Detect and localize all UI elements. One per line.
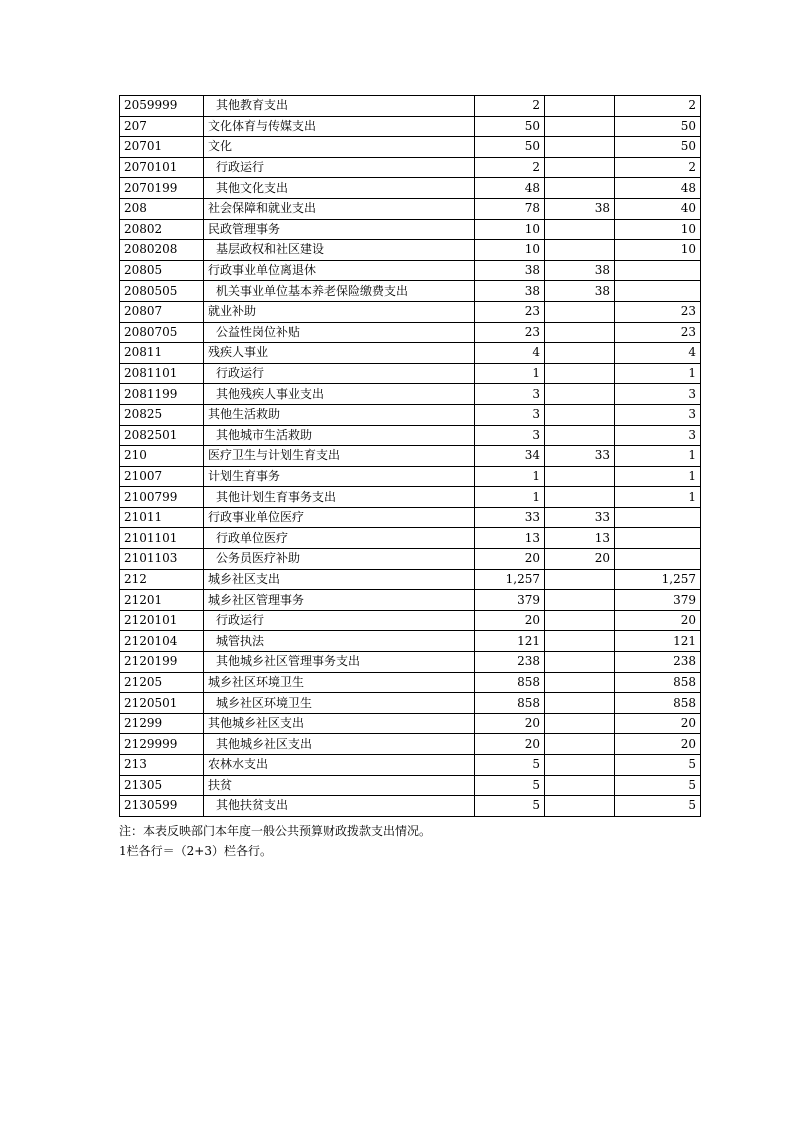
cell-total: 3 xyxy=(475,384,545,405)
cell-basic xyxy=(545,240,615,261)
cell-project: 858 xyxy=(615,693,701,714)
cell-basic xyxy=(545,713,615,734)
cell-name: 城乡社区环境卫生 xyxy=(204,672,475,693)
cell-code: 2120199 xyxy=(120,652,204,673)
cell-basic xyxy=(545,301,615,322)
cell-basic xyxy=(545,157,615,178)
table-row xyxy=(120,322,701,343)
cell-code: 2080208 xyxy=(120,240,204,261)
cell-code: 2070101 xyxy=(120,157,204,178)
cell-code: 20807 xyxy=(120,301,204,322)
cell-basic: 13 xyxy=(545,528,615,549)
cell-basic xyxy=(545,137,615,158)
table-row xyxy=(120,487,701,508)
cell-total: 13 xyxy=(475,528,545,549)
cell-total: 48 xyxy=(475,178,545,199)
cell-project: 3 xyxy=(615,425,701,446)
cell-basic xyxy=(545,219,615,240)
cell-project: 1,257 xyxy=(615,569,701,590)
cell-basic: 38 xyxy=(545,198,615,219)
cell-code: 2130599 xyxy=(120,796,204,817)
cell-code: 2100799 xyxy=(120,487,204,508)
cell-name: 文化体育与传媒支出 xyxy=(204,116,475,137)
table-row xyxy=(120,384,701,405)
cell-total: 3 xyxy=(475,404,545,425)
cell-name: 城乡社区管理事务 xyxy=(204,590,475,611)
cell-basic xyxy=(545,425,615,446)
table-row xyxy=(120,404,701,425)
cell-project: 5 xyxy=(615,796,701,817)
cell-project: 858 xyxy=(615,672,701,693)
cell-basic xyxy=(545,693,615,714)
cell-total: 1 xyxy=(475,487,545,508)
cell-total: 379 xyxy=(475,590,545,611)
cell-basic xyxy=(545,775,615,796)
cell-name: 城管执法 xyxy=(204,631,475,652)
table-row xyxy=(120,755,701,776)
cell-total: 20 xyxy=(475,713,545,734)
cell-project: 238 xyxy=(615,652,701,673)
cell-name: 民政管理事务 xyxy=(204,219,475,240)
cell-name: 残疾人事业 xyxy=(204,343,475,364)
cell-total: 50 xyxy=(475,137,545,158)
cell-code: 208 xyxy=(120,198,204,219)
cell-name: 其他文化支出 xyxy=(204,178,475,199)
table-row xyxy=(120,775,701,796)
cell-code: 2080705 xyxy=(120,322,204,343)
cell-name: 文化 xyxy=(204,137,475,158)
cell-project: 4 xyxy=(615,343,701,364)
table-row xyxy=(120,466,701,487)
table-row xyxy=(120,796,701,817)
cell-name: 公益性岗位补贴 xyxy=(204,322,475,343)
cell-basic: 33 xyxy=(545,446,615,467)
table-row xyxy=(120,198,701,219)
cell-name: 行政运行 xyxy=(204,157,475,178)
table-row xyxy=(120,157,701,178)
cell-name: 扶贫 xyxy=(204,775,475,796)
cell-code: 2070199 xyxy=(120,178,204,199)
table-row xyxy=(120,734,701,755)
cell-basic xyxy=(545,672,615,693)
table-row xyxy=(120,693,701,714)
cell-name: 公务员医疗补助 xyxy=(204,549,475,570)
cell-basic xyxy=(545,590,615,611)
table-row xyxy=(120,240,701,261)
cell-total: 23 xyxy=(475,322,545,343)
cell-project: 40 xyxy=(615,198,701,219)
cell-total: 2 xyxy=(475,96,545,117)
table-row xyxy=(120,281,701,302)
cell-code: 20802 xyxy=(120,219,204,240)
cell-name: 城乡社区环境卫生 xyxy=(204,693,475,714)
table-row xyxy=(120,652,701,673)
cell-name: 就业补助 xyxy=(204,301,475,322)
cell-basic xyxy=(545,343,615,364)
cell-project: 3 xyxy=(615,404,701,425)
cell-code: 21205 xyxy=(120,672,204,693)
cell-code: 2081199 xyxy=(120,384,204,405)
table-row xyxy=(120,549,701,570)
cell-name: 农林水支出 xyxy=(204,755,475,776)
cell-code: 2080505 xyxy=(120,281,204,302)
table-row xyxy=(120,301,701,322)
cell-name: 其他残疾人事业支出 xyxy=(204,384,475,405)
cell-name: 其他生活救助 xyxy=(204,404,475,425)
cell-code: 2129999 xyxy=(120,734,204,755)
cell-code: 2120501 xyxy=(120,693,204,714)
cell-total: 5 xyxy=(475,796,545,817)
cell-name: 其他计划生育事务支出 xyxy=(204,487,475,508)
cell-code: 20811 xyxy=(120,343,204,364)
cell-basic xyxy=(545,734,615,755)
table-row xyxy=(120,590,701,611)
cell-basic xyxy=(545,96,615,117)
note-line-1: 注：本表反映部门本年度一般公共预算财政拨款支出情况。 xyxy=(119,824,432,838)
cell-name: 基层政权和社区建设 xyxy=(204,240,475,261)
cell-total: 1 xyxy=(475,363,545,384)
cell-code: 2101103 xyxy=(120,549,204,570)
table-row xyxy=(120,631,701,652)
cell-total: 5 xyxy=(475,755,545,776)
cell-name: 行政事业单位离退休 xyxy=(204,260,475,281)
cell-project xyxy=(615,281,701,302)
cell-name: 行政事业单位医疗 xyxy=(204,507,475,528)
cell-project: 2 xyxy=(615,96,701,117)
table-row xyxy=(120,116,701,137)
cell-basic xyxy=(545,755,615,776)
cell-total: 38 xyxy=(475,260,545,281)
table-notes xyxy=(119,821,431,861)
cell-basic xyxy=(545,631,615,652)
cell-project xyxy=(615,528,701,549)
cell-total: 78 xyxy=(475,198,545,219)
cell-code: 2059999 xyxy=(120,96,204,117)
cell-code: 20701 xyxy=(120,137,204,158)
cell-project: 1 xyxy=(615,466,701,487)
cell-name: 医疗卫生与计划生育支出 xyxy=(204,446,475,467)
cell-basic xyxy=(545,652,615,673)
cell-total: 50 xyxy=(475,116,545,137)
cell-code: 21007 xyxy=(120,466,204,487)
cell-basic xyxy=(545,384,615,405)
cell-basic xyxy=(545,116,615,137)
cell-project: 1 xyxy=(615,487,701,508)
table-row xyxy=(120,363,701,384)
cell-basic xyxy=(545,178,615,199)
cell-total: 858 xyxy=(475,672,545,693)
cell-project: 20 xyxy=(615,713,701,734)
cell-basic: 38 xyxy=(545,281,615,302)
cell-basic xyxy=(545,610,615,631)
cell-basic xyxy=(545,487,615,508)
table-row xyxy=(120,569,701,590)
cell-code: 210 xyxy=(120,446,204,467)
table-row xyxy=(120,528,701,549)
cell-code: 2081101 xyxy=(120,363,204,384)
cell-name: 其他教育支出 xyxy=(204,96,475,117)
cell-code: 212 xyxy=(120,569,204,590)
cell-name: 行政单位医疗 xyxy=(204,528,475,549)
table-row xyxy=(120,343,701,364)
cell-total: 2 xyxy=(475,157,545,178)
cell-total: 3 xyxy=(475,425,545,446)
cell-code: 21305 xyxy=(120,775,204,796)
table-row xyxy=(120,260,701,281)
cell-name: 其他城乡社区支出 xyxy=(204,734,475,755)
cell-total: 121 xyxy=(475,631,545,652)
cell-basic xyxy=(545,796,615,817)
cell-project: 23 xyxy=(615,301,701,322)
cell-project: 23 xyxy=(615,322,701,343)
cell-name: 其他城乡社区管理事务支出 xyxy=(204,652,475,673)
cell-code: 2082501 xyxy=(120,425,204,446)
cell-project: 121 xyxy=(615,631,701,652)
cell-project: 2 xyxy=(615,157,701,178)
cell-name: 行政运行 xyxy=(204,610,475,631)
cell-total: 10 xyxy=(475,240,545,261)
cell-code: 207 xyxy=(120,116,204,137)
table-row xyxy=(120,137,701,158)
table-body xyxy=(120,96,701,817)
note-line-2: 1栏各行＝（2+3）栏各行。 xyxy=(119,844,272,858)
cell-project: 3 xyxy=(615,384,701,405)
cell-total: 20 xyxy=(475,610,545,631)
cell-name: 其他城乡社区支出 xyxy=(204,713,475,734)
cell-basic xyxy=(545,569,615,590)
cell-project: 10 xyxy=(615,240,701,261)
cell-project: 20 xyxy=(615,610,701,631)
cell-basic xyxy=(545,363,615,384)
table-row xyxy=(120,507,701,528)
cell-project xyxy=(615,549,701,570)
cell-code: 2101101 xyxy=(120,528,204,549)
cell-basic: 38 xyxy=(545,260,615,281)
expenditure-table xyxy=(119,95,701,817)
cell-project: 50 xyxy=(615,116,701,137)
cell-total: 4 xyxy=(475,343,545,364)
cell-name: 其他扶贫支出 xyxy=(204,796,475,817)
cell-project xyxy=(615,507,701,528)
cell-name: 其他城市生活救助 xyxy=(204,425,475,446)
cell-basic xyxy=(545,322,615,343)
cell-total: 5 xyxy=(475,775,545,796)
cell-project: 1 xyxy=(615,363,701,384)
cell-name: 机关事业单位基本养老保险缴费支出 xyxy=(204,281,475,302)
table-row xyxy=(120,610,701,631)
cell-code: 21011 xyxy=(120,507,204,528)
cell-total: 38 xyxy=(475,281,545,302)
cell-project: 50 xyxy=(615,137,701,158)
cell-basic: 33 xyxy=(545,507,615,528)
cell-total: 238 xyxy=(475,652,545,673)
cell-code: 20825 xyxy=(120,404,204,425)
cell-total: 858 xyxy=(475,693,545,714)
cell-project: 48 xyxy=(615,178,701,199)
table-row xyxy=(120,178,701,199)
cell-code: 2120104 xyxy=(120,631,204,652)
cell-name: 城乡社区支出 xyxy=(204,569,475,590)
cell-total: 1,257 xyxy=(475,569,545,590)
cell-total: 20 xyxy=(475,734,545,755)
cell-total: 23 xyxy=(475,301,545,322)
cell-total: 34 xyxy=(475,446,545,467)
cell-project: 5 xyxy=(615,755,701,776)
cell-code: 20805 xyxy=(120,260,204,281)
cell-project: 10 xyxy=(615,219,701,240)
table-row xyxy=(120,219,701,240)
cell-total: 10 xyxy=(475,219,545,240)
cell-basic: 20 xyxy=(545,549,615,570)
cell-project: 20 xyxy=(615,734,701,755)
cell-code: 2120101 xyxy=(120,610,204,631)
cell-basic xyxy=(545,466,615,487)
table-row xyxy=(120,425,701,446)
table-row xyxy=(120,446,701,467)
cell-project: 379 xyxy=(615,590,701,611)
cell-name: 行政运行 xyxy=(204,363,475,384)
cell-basic xyxy=(545,404,615,425)
cell-total: 20 xyxy=(475,549,545,570)
cell-project: 1 xyxy=(615,446,701,467)
cell-code: 213 xyxy=(120,755,204,776)
table-row xyxy=(120,713,701,734)
cell-total: 1 xyxy=(475,466,545,487)
cell-code: 21299 xyxy=(120,713,204,734)
table-row xyxy=(120,96,701,117)
cell-project xyxy=(615,260,701,281)
table-row xyxy=(120,672,701,693)
cell-total: 33 xyxy=(475,507,545,528)
cell-name: 计划生育事务 xyxy=(204,466,475,487)
cell-code: 21201 xyxy=(120,590,204,611)
cell-name: 社会保障和就业支出 xyxy=(204,198,475,219)
cell-project: 5 xyxy=(615,775,701,796)
